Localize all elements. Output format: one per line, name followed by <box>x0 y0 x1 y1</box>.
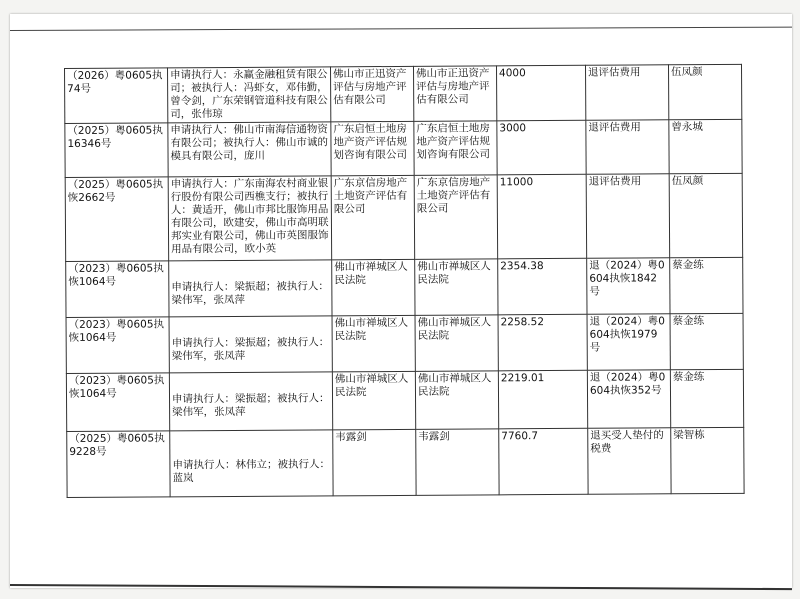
payee-cell: 佛山市禅城区人民法院 <box>415 315 498 372</box>
amount-cell: 2258.52 <box>498 314 587 371</box>
handler-cell: 梁智栋 <box>671 427 744 493</box>
parties-cell: 申请执行人：佛山市南海信通物资有限公司；被执行人：佛山市诚的模具有限公司，庞川 <box>168 122 331 177</box>
entrust-unit-cell: 佛山市正迅资产评估与房地产评估有限公司 <box>330 66 413 122</box>
table-row <box>66 257 743 317</box>
payee-cell: 韦露剑 <box>416 429 499 496</box>
table-row <box>66 313 743 373</box>
parties-cell: 申请执行人：林伟立；被执行人：蓝岚 <box>170 430 333 497</box>
reason-cell: 退（2024）粤0604执恢352号 <box>587 370 670 429</box>
payee-cell: 佛山市禅城区人民法院 <box>415 371 498 430</box>
table-row <box>67 427 744 497</box>
reason-cell: 退（2024）粤0604执恢1842号 <box>587 258 670 315</box>
payee-cell: 佛山市禅城区人民法院 <box>415 259 498 316</box>
entrust-unit-cell: 佛山市禅城区人民法院 <box>332 259 415 316</box>
reason-cell: 退评估费用 <box>586 174 670 259</box>
entrust-unit-cell: 广东启恒土地房地产资产评估规划咨询有限公司 <box>331 121 414 176</box>
entrust-unit-cell: 佛山市禅城区人民法院 <box>332 371 415 430</box>
reason-cell: 退评估费用 <box>585 65 668 121</box>
refund-table <box>64 64 745 498</box>
case-number-cell: （2025）粤0605执9228号 <box>67 431 170 498</box>
parties-cell: 申请执行人：梁振超；被执行人：梁伟军，张凤萍 <box>169 316 332 373</box>
payee-cell: 广东启恒土地房地产资产评估规划咨询有限公司 <box>414 121 497 176</box>
handler-cell: 蔡金练 <box>670 313 743 369</box>
entrust-unit-cell: 广东京信房地产土地资产评估有限公司 <box>331 175 415 260</box>
amount-cell: 11000 <box>497 174 587 259</box>
amount-cell: 4000 <box>496 65 585 121</box>
handler-cell: 伍凤颜 <box>668 64 741 119</box>
parties-cell: 申请执行人：梁振超；被执行人：梁伟军，张凤萍 <box>169 260 332 317</box>
case-number-cell: （2023）粤0605执恢1064号 <box>66 261 169 318</box>
handler-cell: 曾永城 <box>669 119 742 173</box>
table-row <box>66 369 743 431</box>
entrust-unit-cell: 佛山市禅城区人民法院 <box>332 315 415 372</box>
table-row <box>65 173 743 261</box>
payee-cell: 广东京信房地产土地资产评估有限公司 <box>414 175 498 260</box>
reason-cell: 退评估费用 <box>586 120 669 175</box>
case-number-cell: （2025）粤0605执恢2662号 <box>65 177 169 262</box>
amount-cell: 2219.01 <box>498 370 587 429</box>
amount-cell: 7760.7 <box>499 428 588 495</box>
parties-cell: 申请执行人：广东南海农村商业银行股份有限公司西樵支行；被执行人：黄适开，佛山市邦比服饰用品有限公司，欧建安，佛山市高明联邦实业有限公司，佛山市英图服饰用品有限公司，欧小英 <box>168 176 332 261</box>
case-number-cell: （2025）粤0605执16346号 <box>65 123 168 178</box>
table-row <box>65 64 742 123</box>
payee-cell: 佛山市正迅资产评估与房地产评估有限公司 <box>413 66 496 122</box>
entrust-unit-cell: 韦露剑 <box>333 429 416 496</box>
handler-cell: 蔡金练 <box>670 257 743 313</box>
case-number-cell: （2026）粤0605执74号 <box>65 68 168 124</box>
handler-cell: 蔡金练 <box>670 369 743 427</box>
amount-cell: 2354.38 <box>498 258 587 315</box>
table-row <box>65 119 742 177</box>
handler-cell: 伍凤颜 <box>669 173 743 257</box>
reason-cell: 退（2024）粤0604执恢1979号 <box>587 314 670 371</box>
case-number-cell: （2023）粤0605执恢1064号 <box>66 317 169 374</box>
reason-cell: 退买受人垫付的税费 <box>588 428 671 495</box>
parties-cell: 申请执行人：梁振超；被执行人：梁伟军，张凤萍 <box>169 372 332 431</box>
amount-cell: 3000 <box>497 120 586 175</box>
parties-cell: 申请执行人：永赢金融租赁有限公司；被执行人：冯虾女，邓伟勤，曾令剑，广东荣钢管道科技有限公司，张伟琼 <box>168 67 331 123</box>
case-number-cell: （2023）粤0605执恢1064号 <box>66 373 169 432</box>
